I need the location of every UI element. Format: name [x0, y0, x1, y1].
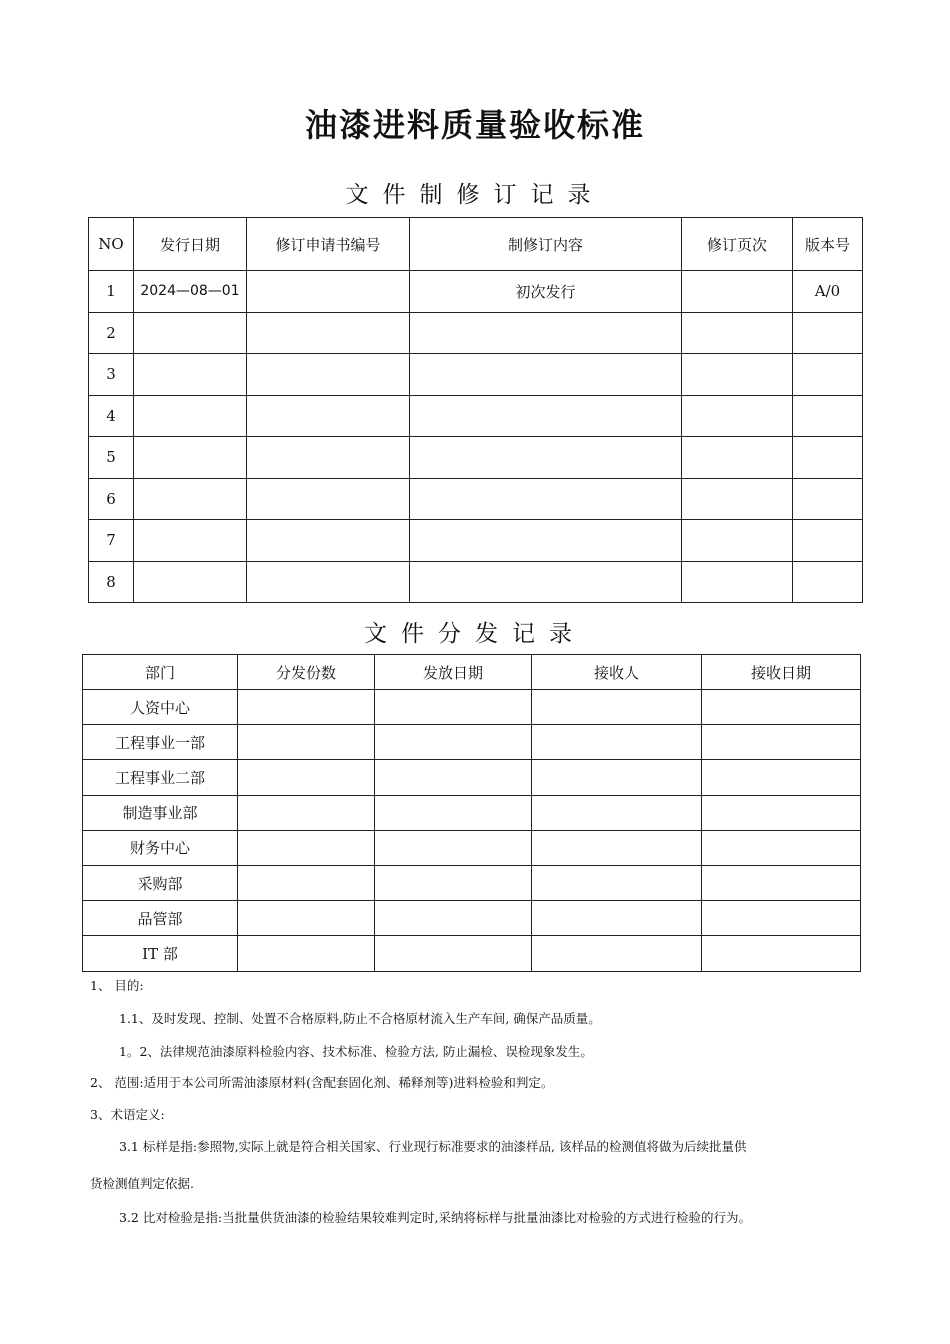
revision-cell-no: 7 [89, 520, 134, 562]
distribution-cell-issue-date [375, 865, 532, 900]
distribution-cell-department: 采购部 [83, 865, 238, 900]
distribution-cell-department: 制造事业部 [83, 795, 238, 830]
distribution-cell-department: 工程事业一部 [83, 725, 238, 760]
distribution-header-row [83, 655, 861, 690]
revision-header-pages: 修订页次 [682, 218, 793, 271]
table-row [89, 395, 863, 437]
revision-cell-content [410, 437, 682, 479]
revision-cell-request-no [247, 395, 410, 437]
distribution-cell-receiver [532, 865, 702, 900]
distribution-header-issue-date: 发放日期 [375, 655, 532, 690]
distribution-header-receive-date: 接收日期 [702, 655, 861, 690]
revision-header-issue-date: 发行日期 [134, 218, 247, 271]
section-definitions-heading: 3、术语定义: [90, 1107, 165, 1122]
table-row [83, 760, 861, 795]
distribution-cell-receiver [532, 901, 702, 936]
table-row [89, 478, 863, 520]
table-row [83, 830, 861, 865]
distribution-cell-receive-date [702, 830, 861, 865]
distribution-cell-receive-date [702, 901, 861, 936]
distribution-cell-receiver [532, 725, 702, 760]
distribution-cell-department: 工程事业二部 [83, 760, 238, 795]
revision-cell-date [134, 478, 247, 520]
table-row [89, 437, 863, 479]
revision-cell-pages [682, 478, 793, 520]
revision-cell-no: 4 [89, 395, 134, 437]
revision-cell-pages [682, 520, 793, 562]
distribution-cell-receiver [532, 760, 702, 795]
revision-cell-date [134, 561, 247, 603]
revision-cell-request-no [247, 271, 410, 313]
revision-cell-pages [682, 437, 793, 479]
table-row [83, 936, 861, 971]
distribution-cell-copies [238, 865, 375, 900]
revision-cell-version: A/0 [793, 271, 863, 313]
table-row [83, 901, 861, 936]
distribution-cell-receiver [532, 936, 702, 971]
definition-3-1-line-2: 货检测值判定依据. [90, 1176, 194, 1191]
distribution-cell-receive-date [702, 865, 861, 900]
distribution-record-title: 文件分发记录 [364, 621, 586, 647]
distribution-cell-receive-date [702, 760, 861, 795]
revision-header-request-no: 修订申请书编号 [247, 218, 410, 271]
revision-cell-pages [682, 312, 793, 354]
distribution-cell-receive-date [702, 690, 861, 725]
distribution-cell-receive-date [702, 795, 861, 830]
revision-cell-request-no [247, 520, 410, 562]
distribution-cell-issue-date [375, 690, 532, 725]
revision-cell-content [410, 561, 682, 603]
revision-cell-no: 8 [89, 561, 134, 603]
purpose-item-1-1: 1.1、及时发现、控制、处置不合格原料,防止不合格原材流入生产车间, 确保产品质量。 [119, 1011, 601, 1026]
revision-cell-content [410, 354, 682, 396]
revision-cell-version [793, 561, 863, 603]
document-title: 油漆进料质量验收标准 [304, 106, 645, 144]
revision-cell-no: 2 [89, 312, 134, 354]
revision-cell-no: 3 [89, 354, 134, 396]
revision-cell-date [134, 437, 247, 479]
table-row [89, 520, 863, 562]
revision-cell-date: 2024—08—01 [134, 271, 247, 313]
distribution-cell-issue-date [375, 725, 532, 760]
distribution-cell-receiver [532, 795, 702, 830]
distribution-cell-receiver [532, 690, 702, 725]
revision-cell-version [793, 354, 863, 396]
distribution-cell-department: 人资中心 [83, 690, 238, 725]
revision-header-row [89, 218, 863, 271]
revision-header-content: 制修订内容 [410, 218, 682, 271]
revision-record-title: 文件制修订记录 [345, 182, 605, 208]
distribution-cell-copies [238, 795, 375, 830]
revision-cell-version [793, 520, 863, 562]
distribution-cell-department: IT 部 [83, 936, 238, 971]
revision-cell-version [793, 478, 863, 520]
distribution-cell-copies [238, 830, 375, 865]
distribution-cell-issue-date [375, 901, 532, 936]
distribution-record-table [82, 654, 861, 972]
distribution-header-department: 部门 [83, 655, 238, 690]
revision-cell-date [134, 354, 247, 396]
revision-cell-date [134, 395, 247, 437]
revision-cell-no: 6 [89, 478, 134, 520]
definition-3-2: 3.2 比对检验是指:当批量供货油漆的检验结果较难判定时,采纳将标样与批量油漆比对检验的方式进行检验的行为。 [119, 1210, 752, 1225]
revision-cell-request-no [247, 561, 410, 603]
revision-cell-version [793, 312, 863, 354]
revision-cell-date [134, 520, 247, 562]
revision-cell-content [410, 395, 682, 437]
distribution-cell-copies [238, 936, 375, 971]
distribution-cell-issue-date [375, 795, 532, 830]
revision-cell-version [793, 395, 863, 437]
revision-cell-version [793, 437, 863, 479]
revision-cell-pages [682, 561, 793, 603]
table-row [83, 725, 861, 760]
revision-cell-no: 1 [89, 271, 134, 313]
definition-3-1-line-1: 3.1 标样是指:参照物,实际上就是符合相关国家、行业现行标准要求的油漆样品, 该样品的检测值将做为后续批量供 [119, 1139, 747, 1154]
revision-cell-content [410, 478, 682, 520]
distribution-cell-receive-date [702, 725, 861, 760]
revision-record-table [88, 217, 863, 603]
section-purpose-heading: 1、 目的: [90, 978, 144, 993]
revision-header-version: 版本号 [793, 218, 863, 271]
distribution-cell-receiver [532, 830, 702, 865]
revision-cell-pages [682, 395, 793, 437]
distribution-cell-issue-date [375, 936, 532, 971]
revision-cell-content [410, 312, 682, 354]
distribution-cell-issue-date [375, 760, 532, 795]
revision-cell-pages [682, 354, 793, 396]
revision-header-no: NO [89, 218, 134, 271]
distribution-cell-copies [238, 725, 375, 760]
revision-cell-request-no [247, 437, 410, 479]
section-scope: 2、 范围:适用于本公司所需油漆原材料(含配套固化剂、稀释剂等)进料检验和判定。 [90, 1075, 554, 1090]
distribution-cell-copies [238, 760, 375, 795]
table-row [89, 561, 863, 603]
revision-cell-pages [682, 271, 793, 313]
revision-cell-content [410, 520, 682, 562]
revision-cell-date [134, 312, 247, 354]
revision-cell-request-no [247, 354, 410, 396]
table-row [83, 865, 861, 900]
table-row [83, 690, 861, 725]
table-row [83, 795, 861, 830]
distribution-header-copies: 分发份数 [238, 655, 375, 690]
distribution-cell-department: 财务中心 [83, 830, 238, 865]
revision-cell-content: 初次发行 [410, 271, 682, 313]
distribution-cell-copies [238, 690, 375, 725]
distribution-header-receiver: 接收人 [532, 655, 702, 690]
table-row [89, 312, 863, 354]
revision-cell-request-no [247, 312, 410, 354]
purpose-item-1-2: 1。2、法律规范油漆原料检验内容、技术标准、检验方法, 防止漏检、误检现象发生。 [119, 1044, 593, 1059]
table-row [89, 354, 863, 396]
distribution-cell-issue-date [375, 830, 532, 865]
revision-cell-request-no [247, 478, 410, 520]
distribution-cell-department: 品管部 [83, 901, 238, 936]
distribution-cell-receive-date [702, 936, 861, 971]
table-row [89, 271, 863, 313]
distribution-cell-copies [238, 901, 375, 936]
revision-cell-no: 5 [89, 437, 134, 479]
